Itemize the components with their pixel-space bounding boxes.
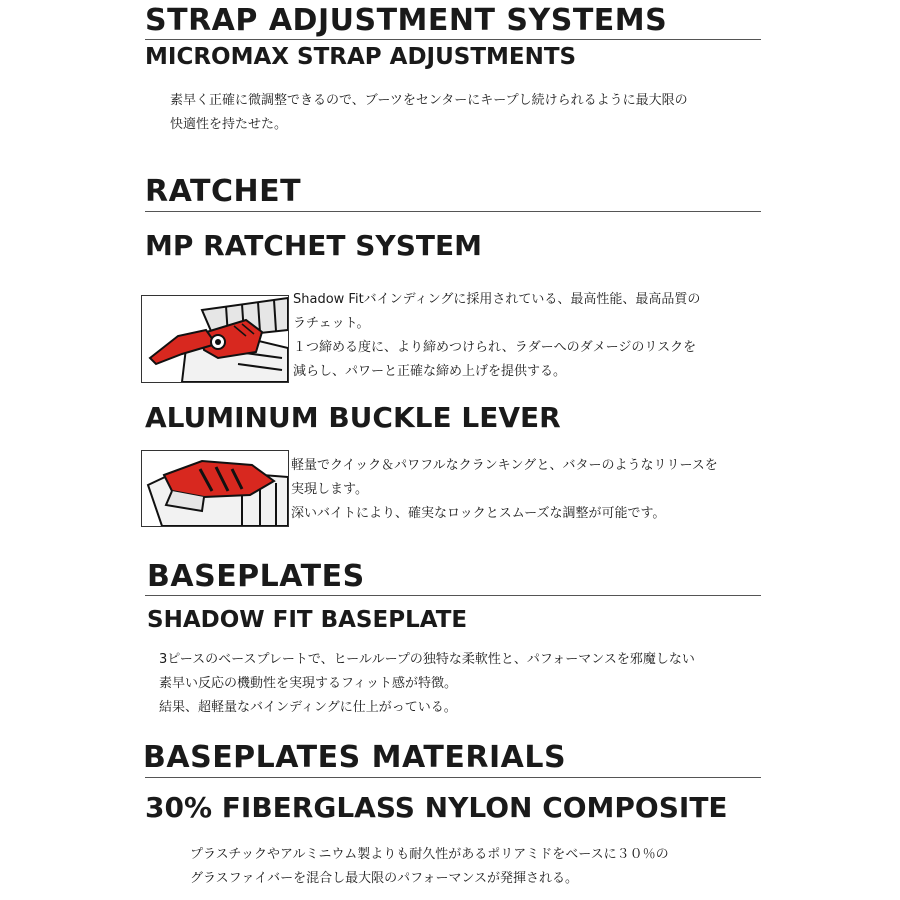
- strap-description: [170, 89, 688, 137]
- strap-section-title: STRAP ADJUSTMENT SYSTEMS: [145, 3, 668, 38]
- strap-line-1: 素早く正確に微調整できるので、ブーツをセンターにキープし続けられるように最大限の: [170, 93, 688, 108]
- ratchet-illustration-icon: [142, 296, 288, 382]
- buckle-line-3: 深いバイトにより、確実なロックとスムーズな調整が可能です。: [291, 506, 666, 521]
- baseplates-line-1: 3ピースのベースプレートで、ヒールループの独特な柔軟性と、パフォーマンスを邪魔しない: [159, 652, 695, 667]
- ratchet-title-rule: [145, 211, 761, 212]
- baseplates-section-title: BASEPLATES: [147, 559, 365, 594]
- buckle-title: ALUMINUM BUCKLE LEVER: [145, 401, 561, 434]
- strap-line-2: 快適性を持たせた。: [170, 117, 288, 132]
- ratchet-line-3: １つ締める度に、より締めつけられ、ラダーへのダメージのリスクを: [293, 340, 697, 355]
- materials-line-2: グラスファイバーを混合し最大限のパフォーマンスが発揮される。: [190, 871, 579, 886]
- buckle-lever-illustration-icon: [142, 451, 288, 526]
- ratchet-line-2: ラチェット。: [293, 316, 370, 331]
- baseplates-line-2: 素早い反応の機動性を実現するフィット感が特徴。: [159, 676, 457, 691]
- ratchet-section-title: RATCHET: [145, 174, 302, 209]
- buckle-line-2: 実現します。: [291, 482, 368, 497]
- materials-line-1: プラスチックやアルミニウム製よりも耐久性があるポリアミドをベースに３０％の: [190, 847, 669, 862]
- strap-subtitle: MICROMAX STRAP ADJUSTMENTS: [145, 44, 577, 70]
- ratchet-image: [141, 295, 289, 383]
- materials-section-title: BASEPLATES MATERIALS: [143, 740, 567, 775]
- baseplates-subtitle: SHADOW FIT BASEPLATE: [147, 607, 468, 633]
- ratchet-line-1: Shadow Fitバインディングに採用されている、最高性能、最高品質の: [293, 292, 701, 307]
- ratchet-subtitle: MP RATCHET SYSTEM: [145, 229, 482, 262]
- strap-title-rule: [145, 39, 761, 40]
- ratchet-description: [293, 288, 700, 384]
- buckle-description: [291, 454, 718, 526]
- ratchet-line-4: 減らし、パワーと正確な締め上げを提供する。: [293, 364, 567, 379]
- materials-subtitle: 30% FIBERGLASS NYLON COMPOSITE: [145, 791, 728, 824]
- materials-title-rule: [145, 777, 761, 778]
- materials-description: [190, 843, 669, 891]
- baseplates-title-rule: [145, 595, 761, 596]
- baseplates-line-3: 結果、超軽量なバインディングに仕上がっている。: [159, 700, 457, 715]
- buckle-image: [141, 450, 289, 527]
- baseplates-description: [159, 648, 695, 720]
- buckle-line-1: 軽量でクイック＆パワフルなクランキングと、バターのようなリリースを: [291, 458, 718, 473]
